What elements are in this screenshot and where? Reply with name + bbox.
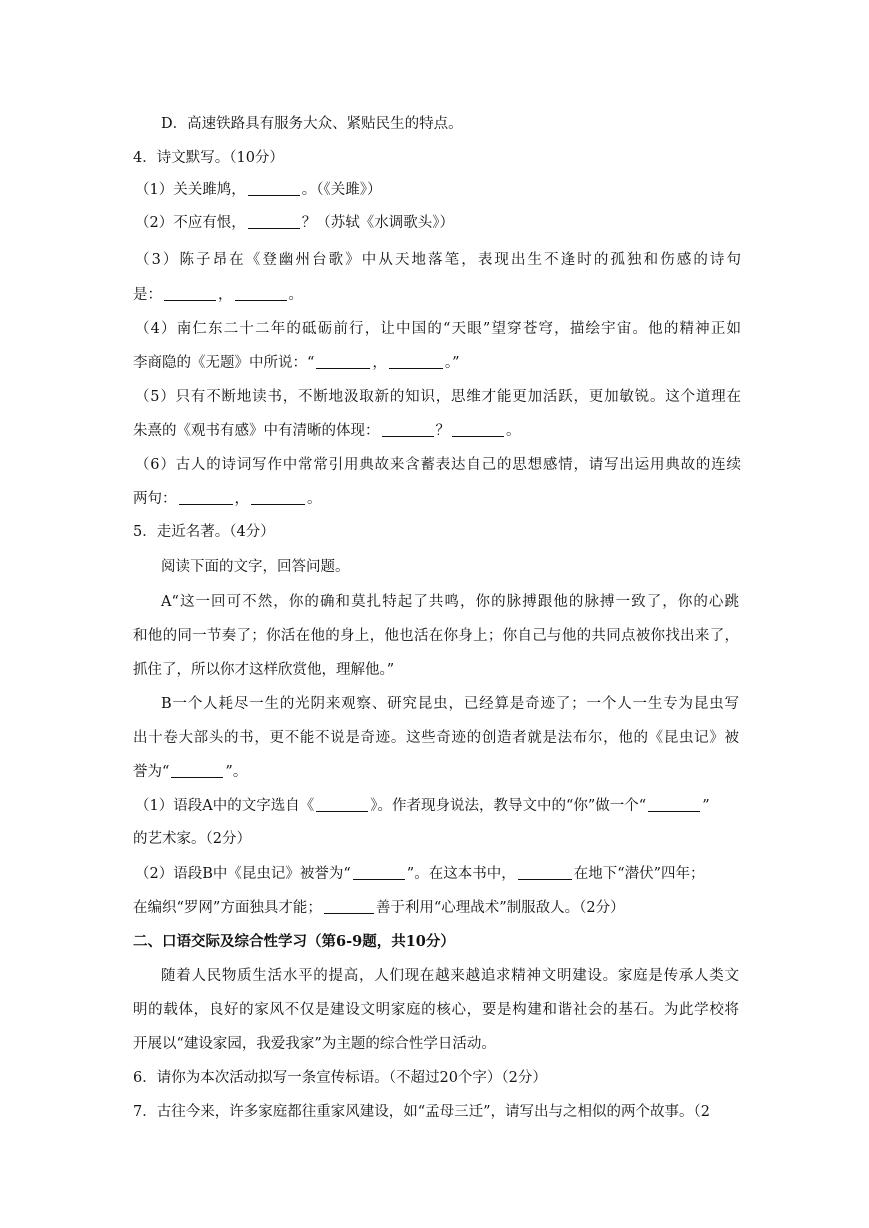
option-d-text: D．高速铁路具有服务大众、紧贴民生的特点。 [161, 116, 463, 132]
section-2-title [133, 932, 739, 952]
question-4-2 [135, 213, 741, 233]
q4-1-suffix: 。（《关雎》） [301, 182, 382, 198]
q4-4-separator: ， [372, 355, 387, 371]
question-5-intro [161, 557, 767, 577]
q4-3-text: （3）陈子昂在《登幽州台歌》中从天地落笔，表现出生不逢时的孤独和伤感的诗句 [135, 252, 741, 268]
section-2-text: 开展以“建设家园，我爱我家”为主题的综合性学日活动。 [133, 1036, 496, 1052]
question-6 [133, 1068, 739, 1088]
answer-blank[interactable] [179, 490, 233, 505]
q5-2-middle: 在地下“潜伏”四年； [573, 866, 705, 882]
passage-b-suffix: ”。 [225, 764, 248, 780]
passage-b-line3 [133, 762, 739, 782]
answer-blank[interactable] [324, 899, 374, 914]
question-5-2-line2 [133, 898, 739, 918]
section-2-title-text: 二、口语交际及综合性学习（第6-9题，共10分） [133, 933, 455, 950]
passage-a-text: 抓住了，所以你才这样欣赏他，理解他。” [133, 662, 395, 678]
question-7 [133, 1102, 745, 1122]
q4-1-prefix: （1）关关雎鸠， [135, 182, 246, 198]
q4-5-separator: ？ [435, 423, 450, 439]
section-2-paragraph-line3 [133, 1034, 739, 1054]
answer-blank[interactable] [235, 286, 287, 301]
q5-1-suffix: ” [702, 798, 710, 814]
passage-a-text: A“这一回可不然，你的确和莫扎特起了共鸣，你的脉搏跟他的脉搏一致了，你的心跳 [161, 594, 739, 610]
question-5-2-line1 [135, 864, 741, 884]
question-4-3-line2 [133, 285, 739, 305]
question-4-1 [135, 180, 741, 200]
q4-3-suffix: 。 [288, 287, 303, 303]
question-5-1-line2 [133, 829, 739, 849]
question-4-5-line1 [135, 387, 741, 407]
q5-1-continued: 的艺术家。（2分） [133, 831, 251, 847]
section-2-paragraph-line1 [161, 966, 739, 986]
passage-b-prefix: 誉为“ [133, 764, 170, 780]
answer-blank[interactable] [648, 797, 700, 812]
q4-3-separator: ， [218, 287, 233, 303]
section-2-text: 明的载体，良好的家风不仅是建设文明家庭的核心，要是构建和谐社会的基石。为此学校将 [133, 1002, 739, 1018]
answer-blank[interactable] [316, 354, 370, 369]
answer-blank[interactable] [382, 422, 434, 437]
question-4-6-line2 [133, 489, 739, 509]
question-7-text: 7．古往今来，许多家庭都往重家风建设，如“孟母三迁”，请写出与之相似的两个故事。（2 [133, 1104, 711, 1120]
q4-6-text: （6）古人的诗词写作中常常引用典故来含蓄表达自己的思想感情，请写出运用典故的连续 [135, 457, 741, 473]
answer-blank[interactable] [452, 422, 504, 437]
answer-blank[interactable] [518, 865, 572, 880]
q5-2-suffix: 善于利用“心理战术”制服敌人。（2分） [375, 900, 625, 916]
q4-4-text: （4）南仁东二十二年的砥砺前行，让中国的“天眼”望穿苍穹，描绘宇宙。他的精神正如 [135, 321, 741, 337]
q5-1-prefix: （1）语段A中的文字选自《 [135, 798, 315, 814]
option-d [161, 114, 767, 134]
q4-4-prefix: 李商隐的《无题》中所说：“ [133, 355, 315, 371]
answer-blank[interactable] [353, 865, 405, 880]
section-2-text: 随着人民物质生活水平的提高，人们现在越来越追求精神文明建设。家庭是传承人类文 [161, 968, 739, 984]
question-5-title [133, 522, 739, 542]
q5-2-prefix: （2）语段B中《昆虫记》被誉为“ [135, 866, 351, 882]
question-4-6-line1 [135, 455, 741, 475]
answer-blank[interactable] [389, 354, 443, 369]
q4-6-separator: ， [234, 491, 249, 507]
q4-6-suffix: 。 [307, 491, 322, 507]
answer-blank[interactable] [251, 490, 305, 505]
question-4-4-line2 [133, 353, 739, 373]
q4-2-prefix: （2）不应有恨， [135, 215, 246, 231]
answer-blank[interactable] [171, 763, 223, 778]
question-4-4-line1 [135, 319, 741, 339]
q4-4-suffix: 。” [444, 355, 460, 371]
question-4-title-text: 4．诗文默写。（10分） [133, 150, 284, 166]
question-5-title-text: 5．走近名著。（4分） [133, 524, 275, 540]
q4-5-text: （5）只有不断地读书，不断地汲取新的知识，思维才能更加活跃，更加敏锐。这个道理在 [135, 389, 741, 405]
question-4-5-line2 [133, 421, 739, 441]
q5-intro-text: 阅读下面的文字，回答问题。 [161, 559, 350, 575]
passage-a-text: 和他的同一节奏了；你活在他的身上，他也活在你身上；你自己与他的共同点被你找出来了， [133, 628, 739, 644]
question-4-title [133, 148, 739, 168]
answer-blank[interactable] [248, 181, 300, 196]
q4-6-prefix: 两句： [133, 491, 177, 507]
section-2-paragraph-line2 [133, 1000, 739, 1020]
answer-blank[interactable] [164, 286, 216, 301]
q5-2-prefix: 在编织“罗网”方面独具才能； [133, 900, 322, 916]
answer-blank[interactable] [248, 214, 300, 229]
passage-b-line1 [161, 694, 739, 714]
q5-1-middle: 》。作者现身说法，教导文中的“你”做一个“ [370, 798, 647, 814]
passage-b-line2 [133, 728, 739, 748]
passage-a-line3 [133, 660, 739, 680]
answer-blank[interactable] [316, 797, 368, 812]
q4-3-prefix: 是： [133, 287, 162, 303]
passage-a-line1 [161, 592, 739, 612]
question-4-3-line1 [135, 250, 741, 270]
passage-b-text: 出十卷大部头的书，更不能不说是奇迹。这些奇迹的创造者就是法布尔，他的《昆虫记》被 [133, 730, 739, 746]
passage-a-line2 [133, 626, 739, 646]
passage-b-text: B一个人耗尽一生的光阴来观察、研究昆虫，已经算是奇迹了；一个人一生专为昆虫写 [161, 696, 739, 712]
question-6-text: 6．请你为本次活动拟写一条宣传标语。（不超过20个字）（2分） [133, 1070, 547, 1086]
q4-5-suffix: 。 [506, 423, 521, 439]
q4-2-suffix: ？（苏轼《水调歌头》） [301, 215, 454, 231]
q5-2-middle: ”。在这本书中， [406, 866, 516, 882]
q4-5-prefix: 朱熹的《观书有感》中有清晰的体现： [133, 423, 380, 439]
question-5-1-line1 [135, 796, 741, 816]
